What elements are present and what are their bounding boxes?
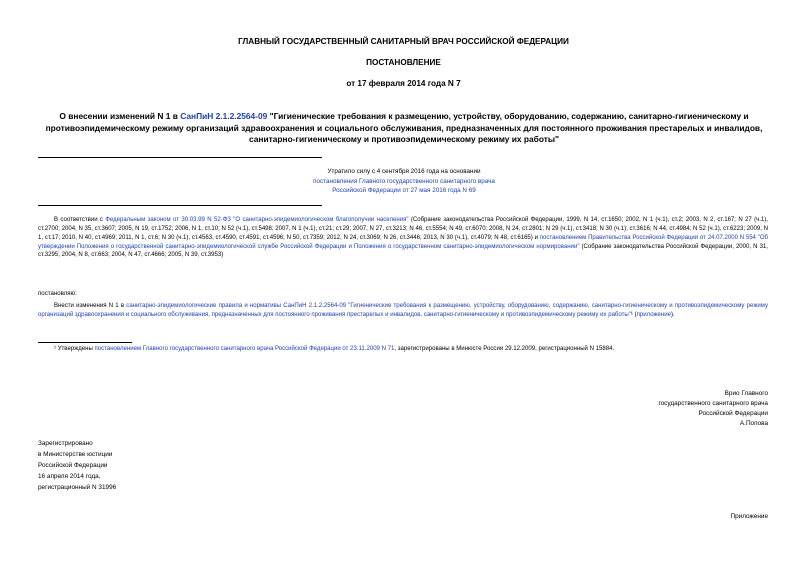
resolution-paragraph [38,302,768,320]
signatory-name: А.Попова [739,420,768,428]
footnote-decree-link[interactable]: постановлением Главного государственного санитарного врача Российской Федерации от 23.11.2009 N 71 [94,346,395,352]
appendix-link[interactable]: приложение [636,311,672,318]
resolution-text: ). [671,311,675,318]
signature-block [658,389,768,429]
annulment-notice [270,167,538,196]
subject-prefix: О внесении изменений N 1 в [59,111,181,121]
appendix-label: Приложение [730,513,768,520]
footnote-mark: ¹ [54,346,57,352]
signatory-title: Российской Федерации [698,410,768,418]
registration-line: в Министерстве юстиции [38,450,113,458]
document-subject [38,111,770,146]
government-decree-link[interactable]: постановлением Правительства Российской Федерации от 24.07.2000 N 554 "Об утверждении Положения о государственной санитарно-эпидемиологической службе Российской Федерации и Положения о государственном санитарно-эпидемиологическом нормировании" [38,234,768,250]
registration-line: Зарегистрировано [38,440,93,447]
annulment-link-line[interactable]: постановления Главного государственного санитарного врача [313,177,495,185]
sanpin-rules-link[interactable]: санитарно-эпидемиологические правила и нормативы СанПиН 2.1.2.2564-09 "Гигиенические требования к размещению, устройству, оборудованию, содержанию, санитарно-гигиеническому и противоэпидемическому режиму организаций здравоохранения и социального обслуживания, предназначенных для постоянного проживания престарелых и инвалидов, санитарно-гигиеническому и противоэпидемическому режиму их работы" [38,303,768,318]
resolution-text: Внести изменения N 1 в [54,303,127,309]
footnote-divider [38,342,132,343]
divider-bottom [38,205,322,206]
registration-line: Российской Федерации [38,461,108,469]
annulment-line: Утратило силу с 4 сентября 2016 года на основании [327,168,481,175]
resolve-label: постановляю: [38,290,77,297]
document-type: ПОСТАНОВЛЕНИЕ [366,58,441,67]
footnote-ref[interactable]: ¹ [630,311,633,318]
registration-date: 16 апреля 2014 года, [38,472,101,480]
annulment-link-line[interactable]: Российской Федерации от 27 мая 2016 года N 69 [332,187,476,195]
divider-top [38,157,322,158]
preamble-paragraph [38,216,768,260]
footnote [54,345,774,354]
signatory-title: Врио Главного [724,390,768,397]
preamble-text: В соответствии с [54,217,106,223]
sanpin-link[interactable]: СанПиН 2.1.2.2564-09 [180,111,268,121]
issuing-authority: ГЛАВНЫЙ ГОСУДАРСТВЕННЫЙ САНИТАРНЫЙ ВРАЧ РОССИЙСКОЙ ФЕДЕРАЦИИ [238,37,569,46]
preamble-text: (Собрание законодательства Российской Федерации, 1999, N 14, ст.1650; 2002, N 1 (ч.1), ст.2; 2003, N 2, ст.167; N 27 (ч.1), ст.2700; 2004, N 35, ст.3607; 2005, N 19, ст.1752; 2006, N 1, ст.10; N 52 (ч.1), ст.5498; 2007, N 1 (ч.1), ст.21; ст.29; 2007, N 27, ст.3213; N 46, ст.5554; N 49, ст.6070; 2008, N 24, ст.2801; N 29 (ч.1), ст.3418; N 30 (ч.1); ст.3616; N 44, ст.4984; N 52 (ч.1), ст.6223; 2009, N 1, ст.17; 2010, N 40, ст.4969; 2011, N 1, ст.6; N 30 (ч.1), ст.4563, ст.4590, ст.4591, ст.4596; N 50, ст.7359; 2012, N 24, ст.3069; N 26, ст.3446; 2013, N 30 (ч.1), ст.4079; N 48, ст.6165) и [38,217,768,241]
registration-block [38,439,116,494]
registration-number: регистрационный N 31996 [38,483,117,491]
subject-rest: "Гигиенические требования к размещению, устройству, оборудованию, содержанию, санитарно-гигиеническому и противоэпидемическому режиму организаций здравоохранения и социального обслуживания, предназначенных для постоянного проживания престарелых и инвалидов, санитарно-гигиеническому и противоэпидемическому режиму их работы" [45,111,763,145]
federal-law-link[interactable]: Федеральным законом от 30.03.99 N 52-ФЗ "О санитарно-эпидемиологическом благополучии населения" [105,217,409,223]
preamble-text: (Собрание законодательства Российской Федерации, 2000, N 31, ст.3295; 2004, N 8, ст.663; 2004, N 47, ст.4666; 2005, N 39, ст.3953) [38,243,768,259]
footnote-text: Утверждены [56,346,95,352]
resolution-text: ( [632,311,637,318]
document-date: от 17 февраля 2014 года N 7 [346,79,461,88]
signatory-title: государственного санитарного врача [658,400,768,408]
footnote-text: , зарегистрированы в Минюсте России 29.12.2009, регистрационный N 15884. [394,346,615,352]
